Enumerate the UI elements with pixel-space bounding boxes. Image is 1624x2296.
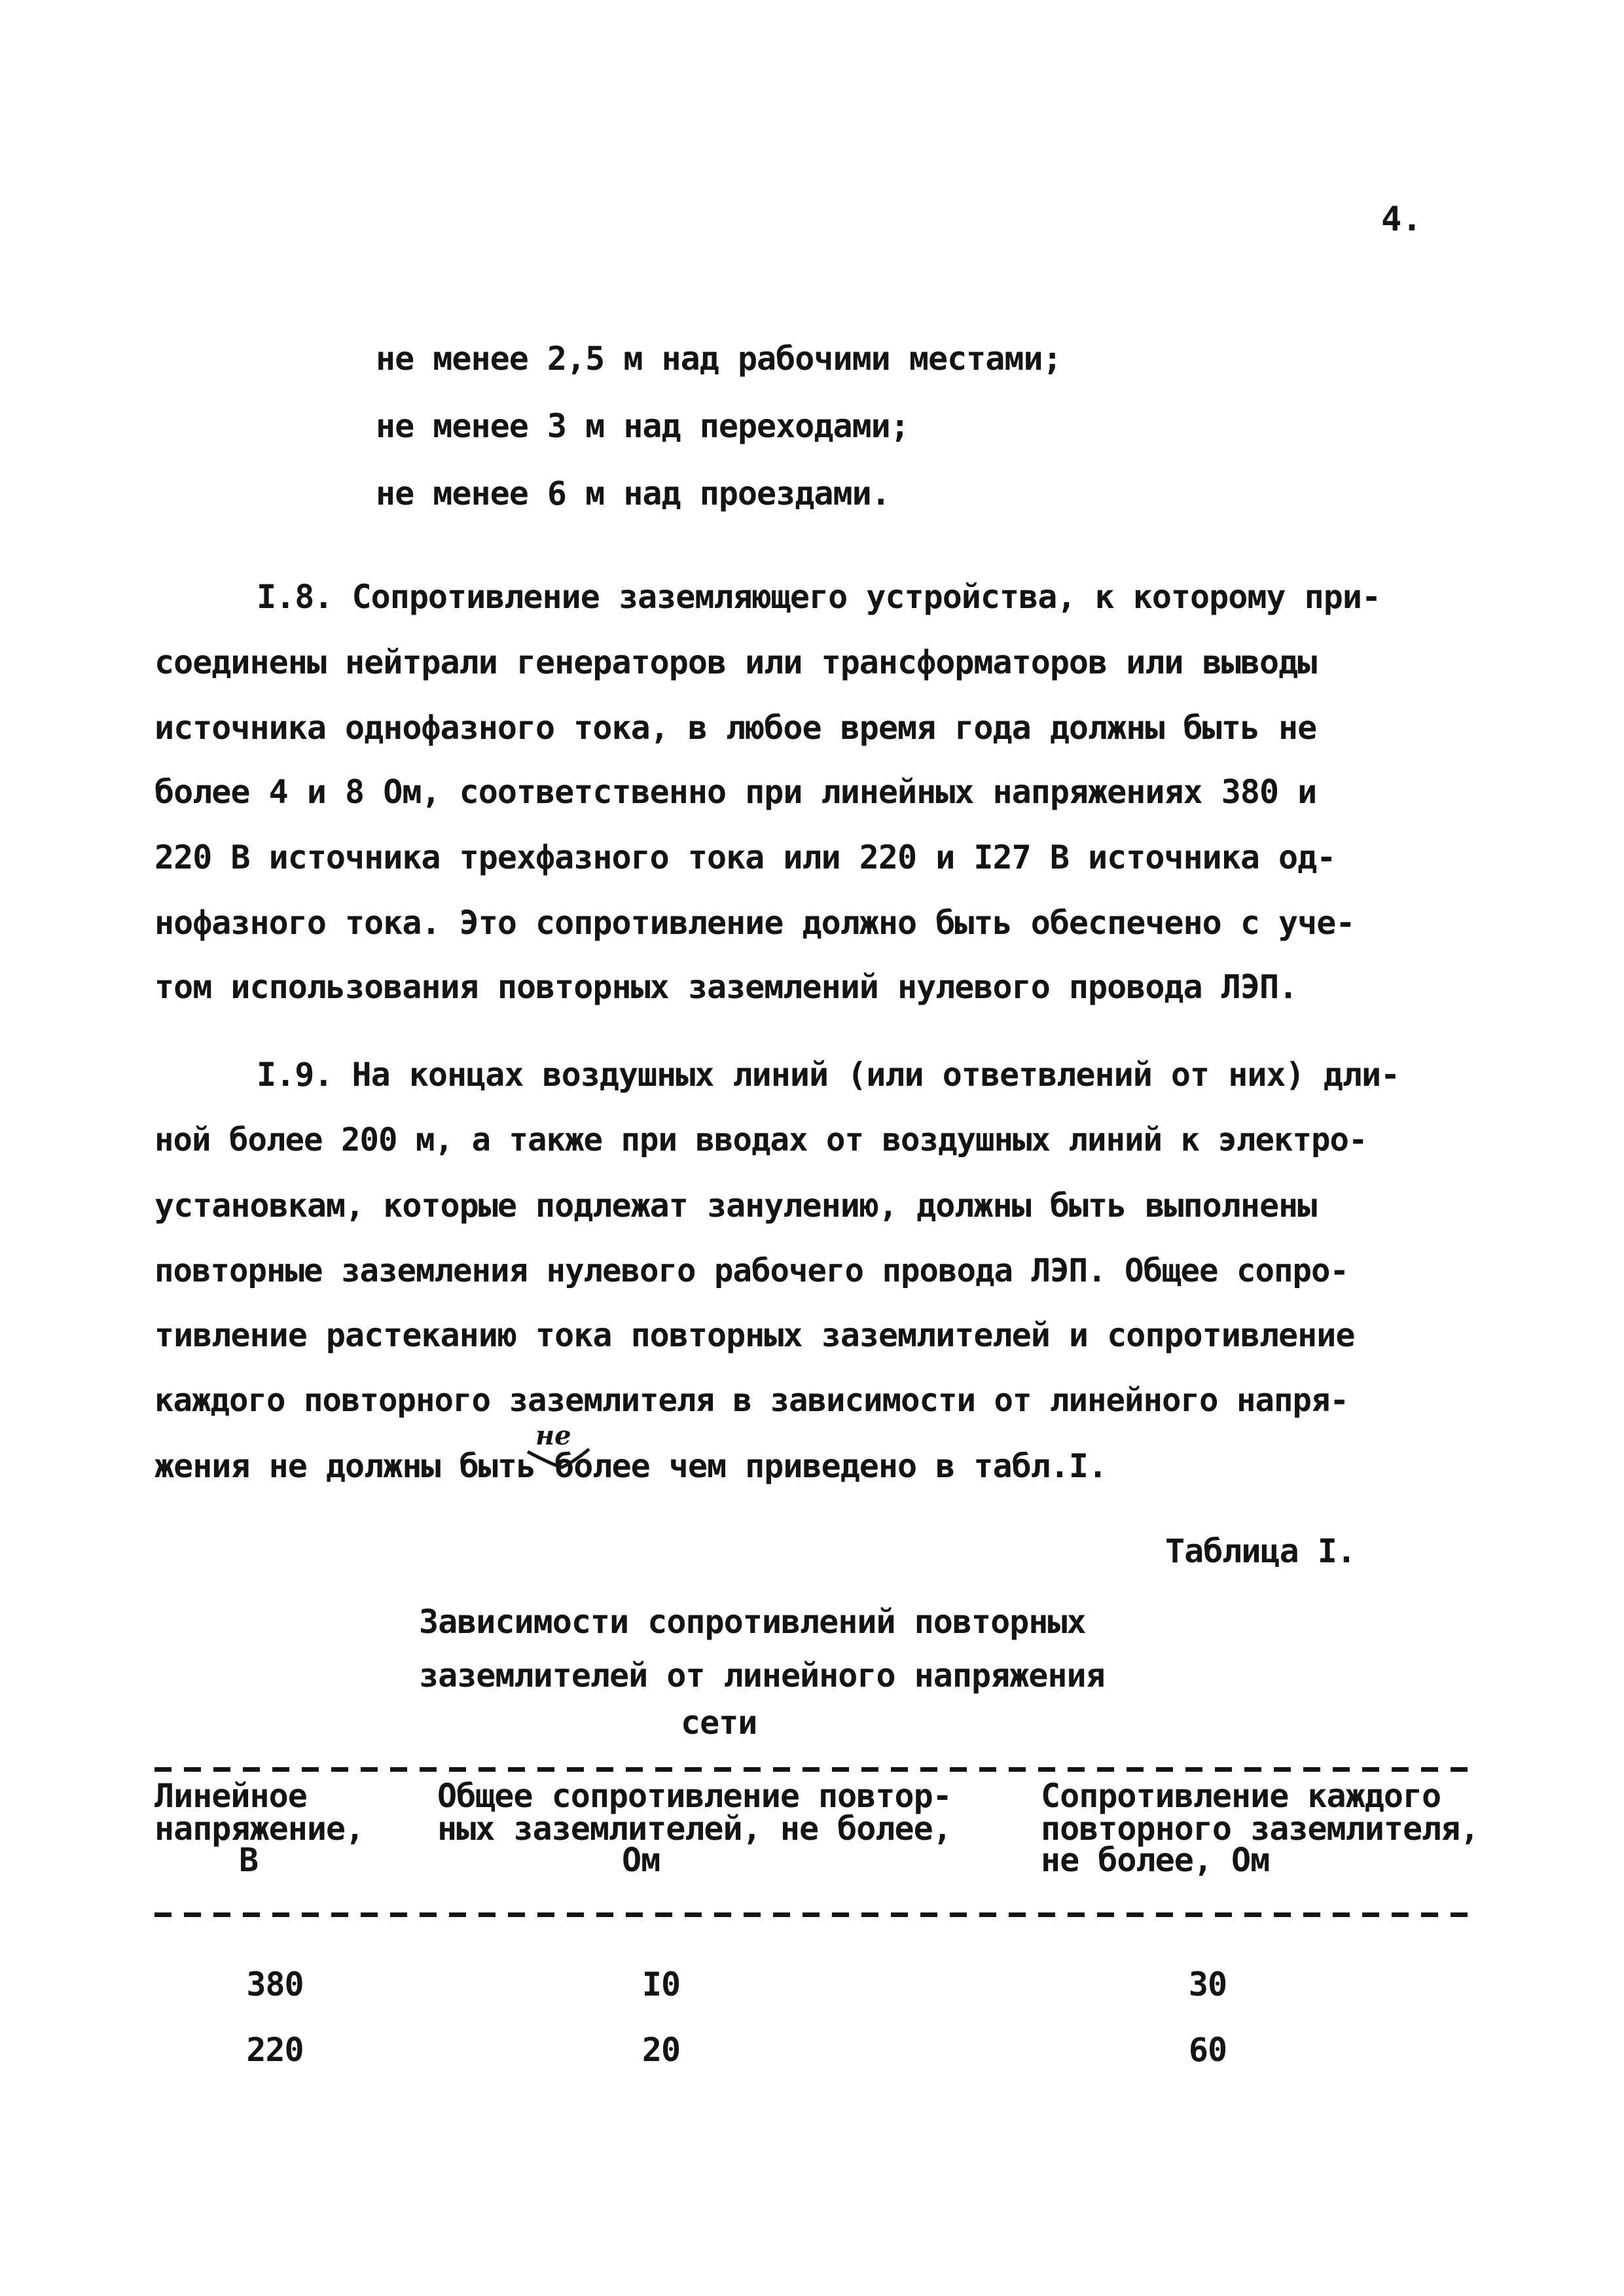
handwritten-text: не <box>535 1420 571 1451</box>
table-top-rule <box>154 1767 1473 1772</box>
paragraph-1-9-line: I.9. На концах воздушных линий (или ответвлений от них) дли- <box>257 1056 1400 1094</box>
header-cell-line: В <box>239 1841 259 1879</box>
paragraph-1-9-line: каждого повторного заземлителя в зависимости от линейного напря- <box>154 1382 1349 1419</box>
header-cell-line: Общее сопротивление повтор- <box>437 1777 952 1815</box>
paragraph-1-8-line: соединены нейтрали генераторов или трансформаторов или выводы <box>154 643 1317 681</box>
table-cell-total: 20 <box>641 2031 681 2069</box>
table-cell-voltage: 220 <box>246 2031 304 2069</box>
header-cell-line: ных заземлителей, не более, <box>437 1810 952 1848</box>
table-title-line: Зависимости сопротивлений повторных <box>419 1603 1086 1641</box>
table-title-line: сети <box>681 1704 757 1742</box>
header-cell-line: Сопротивление каждого <box>1041 1777 1441 1815</box>
header-cell-line: Линейное <box>154 1777 307 1815</box>
header-cell-line: Ом <box>622 1841 660 1879</box>
table-cell-total: I0 <box>641 1965 681 2003</box>
header-cell-line: повторного заземлителя, <box>1041 1810 1479 1848</box>
paragraph-1-8-line: более 4 и 8 Ом, соответственно при линейных напряжениях 380 и <box>154 773 1317 811</box>
paragraph-1-9-line: тивление растеканию тока повторных заземлителей и сопротивление <box>154 1316 1355 1354</box>
paragraph-1-8-line: I.8. Сопротивление заземляющего устройства, к которому при- <box>257 578 1381 616</box>
table-header-rule <box>154 1912 1473 1917</box>
paragraph-1-9-line: жения не должны быть более чем приведено в табл.I. <box>154 1447 1108 1485</box>
header-cell-line: напряжение, <box>154 1810 365 1848</box>
paragraph-1-8-line: том использования повторных заземлений нулевого провода ЛЭП. <box>154 968 1298 1006</box>
list-item: не менее 3 м над переходами; <box>376 407 909 445</box>
list-item: не менее 2,5 м над рабочими местами; <box>376 340 1062 378</box>
table-title-line: заземлителей от линейного напряжения <box>419 1657 1105 1695</box>
table-cell-each: 60 <box>1188 2031 1227 2069</box>
table-cell-each: 30 <box>1188 1965 1227 2003</box>
header-cell-line: не более, Ом <box>1041 1841 1270 1879</box>
paragraph-1-9-line: ной более 200 м, а также при вводах от воздушных линий к электро- <box>154 1121 1367 1158</box>
table-cell-voltage: 380 <box>246 1965 304 2003</box>
paragraph-1-9-line: установкам, которые подлежат занулению, должны быть выполнены <box>154 1187 1317 1225</box>
paragraph-1-9-line: повторные заземления нулевого рабочего провода ЛЭП. Общее сопро- <box>154 1252 1349 1289</box>
insertion-caret-icon <box>524 1445 596 1471</box>
paragraph-1-8-line: нофазного тока. Это сопротивление должно быть обеспечено с уче- <box>154 904 1355 942</box>
paragraph-1-8-line: 220 В источника трехфазного тока или 220 и I27 В источника од- <box>154 838 1336 876</box>
table-label: Таблица I. <box>1165 1532 1356 1570</box>
paragraph-1-8-line: источника однофазного тока, в любое время года должны быть не <box>154 709 1317 747</box>
list-item: не менее 6 м над проездами. <box>376 475 890 512</box>
page-number: 4. <box>1381 200 1422 239</box>
